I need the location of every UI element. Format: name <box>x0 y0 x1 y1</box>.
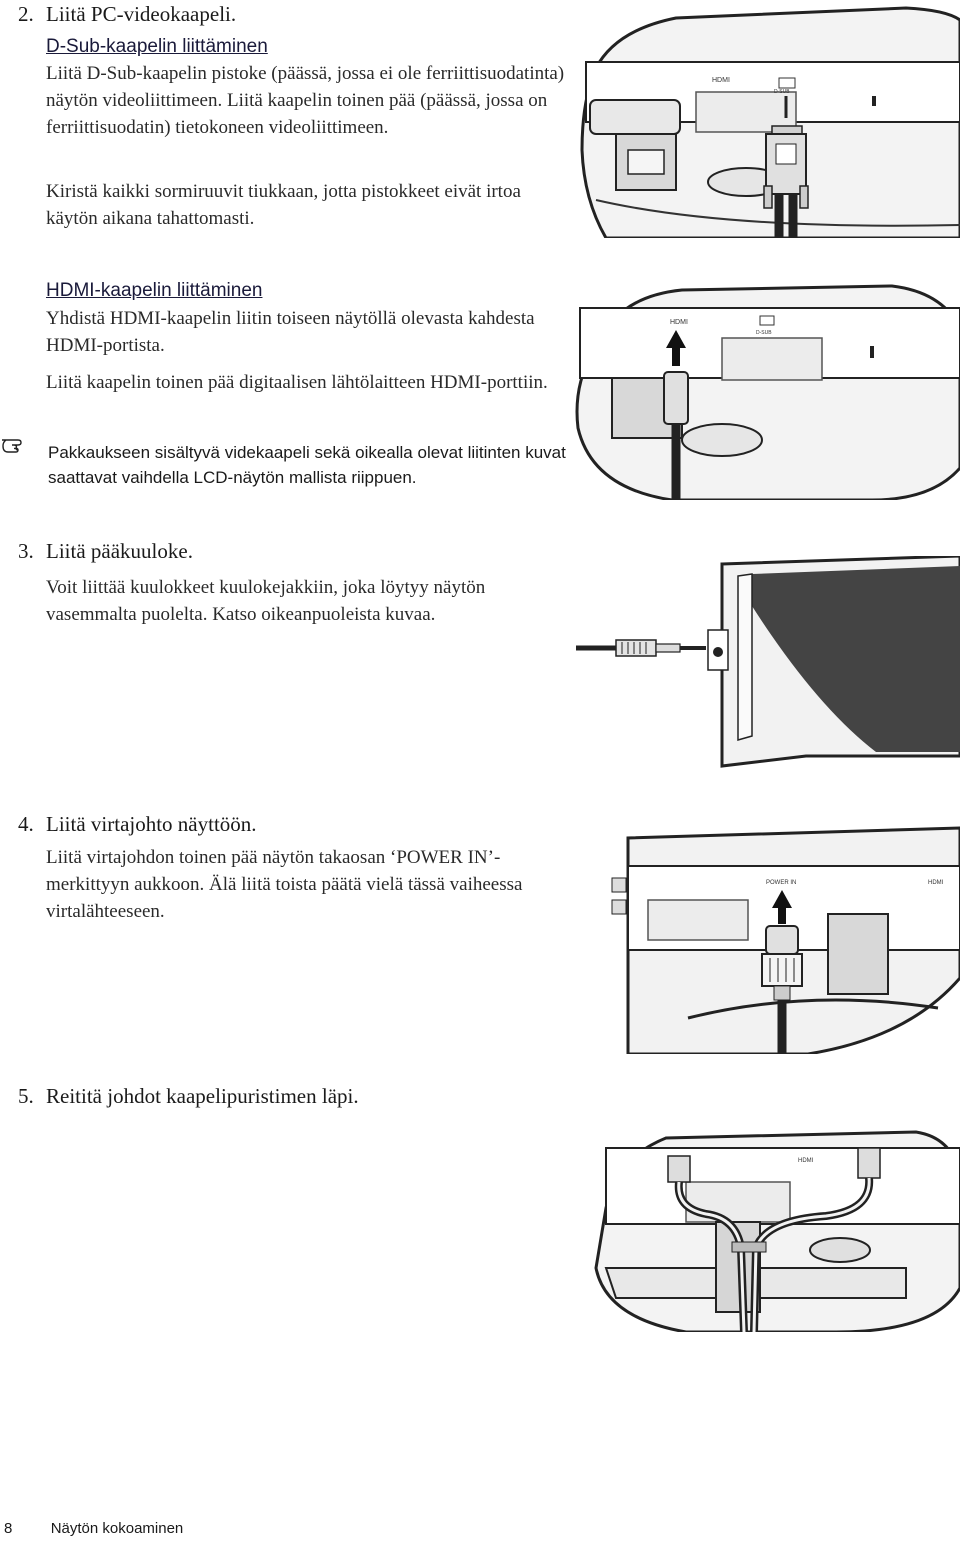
dsub-paragraph-2: Kiristä kaikki sormiruuvit tiukkaan, jotta pistokkeet eivät irtoa käytön aikana tahattomasti. <box>46 181 521 229</box>
step-title: Liitä pääkuuloke. <box>46 539 193 563</box>
dsub-connection-figure <box>576 0 960 238</box>
hdmi-paragraph-1: Yhdistä HDMI-kaapelin liitin toiseen näytöllä olevasta kahdesta HDMI-portista. <box>46 308 535 356</box>
step-3-paragraph: Voit liittää kuulokkeet kuulokejakkiin, joka löytyy näytön vasemmalta puolelta. Katso oikeanpuoleista kuvaa. <box>46 577 486 625</box>
section-name: Näytön kokoaminen <box>50 1520 184 1537</box>
dsub-port-label-2: D-SUB <box>756 330 772 336</box>
hdmi-paragraph-2: Liitä kaapelin toinen pää digitaalisen lähtölaitteen HDMI-porttiin. <box>46 372 548 393</box>
step-3-heading <box>18 537 193 565</box>
step-title: Liitä PC-videokaapeli. <box>46 2 237 26</box>
hdmi-port-label-4: HDMI <box>798 1158 814 1164</box>
step-2-heading <box>18 0 236 28</box>
hdmi-port-label: HDMI <box>712 77 730 84</box>
page-number: 8 <box>4 1520 13 1537</box>
note-text: Pakkaukseen sisältyvä videkaapeli sekä oikealla olevat liitinten kuvat saattavat vaihdella LCD-näytön mallista riippuen. <box>48 443 566 487</box>
footer <box>4 1520 183 1537</box>
power-connection-figure <box>608 818 960 1054</box>
step-5-heading <box>18 1082 359 1110</box>
cable-routing-figure <box>576 1118 960 1332</box>
step-4-paragraph: Liitä virtajohdon toinen pää näytön takaosan ‘POWER IN’-merkittyyn aukkoon. Älä liitä toista päätä vielä tässä vaiheessa virtalähteeseen. <box>46 847 523 922</box>
hdmi-port-label-3: HDMI <box>928 880 944 886</box>
hdmi-port-label-2: HDMI <box>670 319 688 326</box>
dsub-port-label: D-SUB <box>774 89 790 95</box>
hdmi-connection-figure <box>572 268 960 500</box>
step-number: 2. <box>18 2 34 26</box>
step-title: Liitä virtajohto näyttöön. <box>46 812 257 836</box>
step-4-heading <box>18 810 257 838</box>
hdmi-subheading: HDMI-kaapelin liittäminen <box>46 280 263 301</box>
pointing-hand-icon <box>0 432 30 456</box>
step-title: Reititä johdot kaapelipuristimen läpi. <box>46 1084 359 1108</box>
power-in-label: POWER IN <box>766 880 797 886</box>
step-number: 3. <box>18 539 34 563</box>
headphone-jack-figure <box>576 556 960 776</box>
dsub-subheading: D-Sub-kaapelin liittäminen <box>46 36 268 57</box>
dsub-paragraph-1: Liitä D-Sub-kaapelin pistoke (päässä, jossa ei ole ferriittisuodatinta) näytön videoliittimeen. Liitä kaapelin toinen pää (päässä, jossa on ferriittisuodatin) tietokoneen videoliittimeen. <box>46 63 565 138</box>
step-number: 4. <box>18 812 34 836</box>
step-number: 5. <box>18 1084 34 1108</box>
